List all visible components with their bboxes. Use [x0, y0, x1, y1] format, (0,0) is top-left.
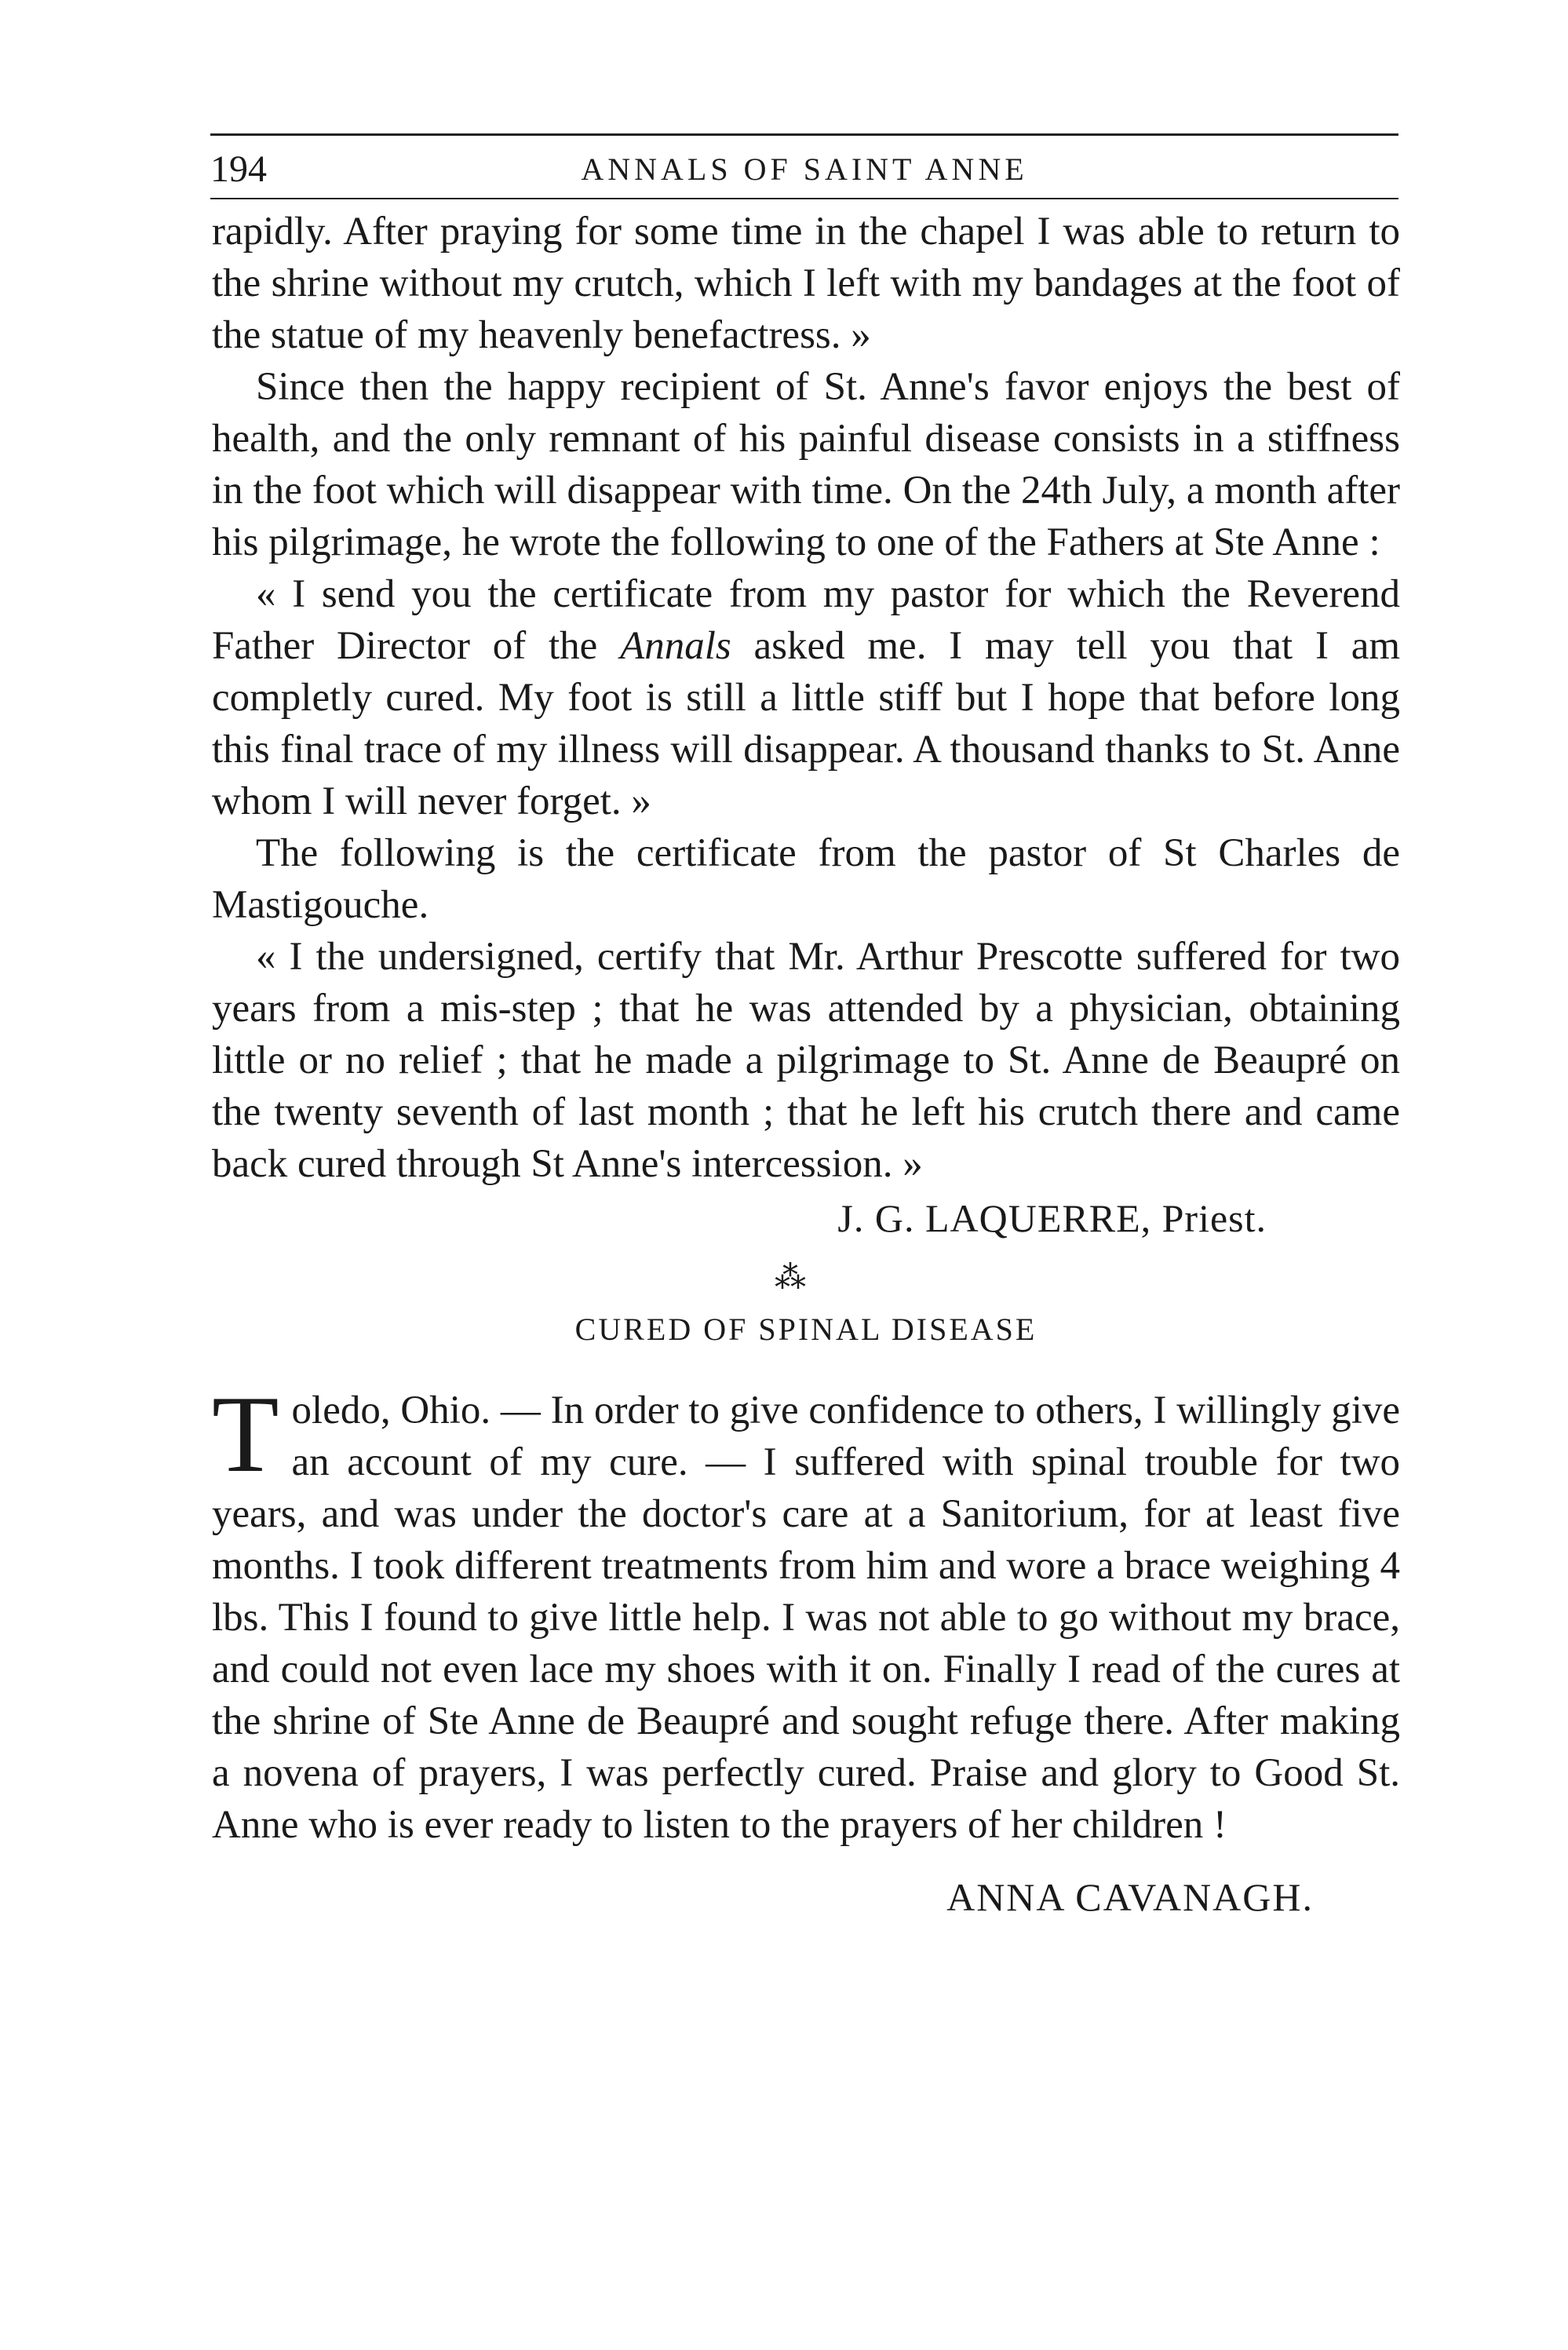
section-ornament: ⁂	[775, 1260, 806, 1295]
paragraph-certificate-intro: The following is the certificate from the pastor of St Charles de Mastigouche.	[212, 831, 1400, 927]
page-body	[212, 206, 1400, 1923]
section-title: CURED OF SPINAL DISEASE	[574, 1312, 1037, 1347]
paragraph-letter	[212, 568, 1400, 827]
header-bottom-rule	[210, 198, 1398, 199]
section-paragraph-text: oledo, Ohio. — In order to give confidence to others, I willingly give an account of my cure. — I suffered with spinal trouble for two years, and was under the doctor's care at a Sanitorium, for at least five months. I took different treatments from him and wore a brace weighing 4 lbs. This I found to give little help. I was not able to go without my brace, and could not even lace my shoes with it on. Finally I read of the cures at the shrine of Ste Anne de Beaupré and sought refuge there. After making a novena of prayers, I was perfectly cured. Praise and glory to Good St. Anne who is ever ready to listen to the prayers of her children !	[212, 1388, 1400, 1847]
page-number: 194	[210, 148, 267, 190]
paragraph-continued: rapidly. After praying for some time in the chapel I was able to return to the shrine without my crutch, which I left with my bandages at the foot of the statue of my heavenly benefactress. »	[212, 210, 1400, 357]
annals-italic: Annals	[620, 624, 731, 668]
paragraph-certificate: « I the undersigned, certify that Mr. Arthur Prescotte suffered for two years from a mis-step ; that he was attended by a physician, obtaining little or no relief ; that he made a pilgrimage to St. Anne de Beaupré on the twenty seventh of last month ; that he left his crutch there and came back cured through St Anne's intercession. »	[212, 935, 1400, 1186]
author-signature: ANNA CAVANAGH.	[946, 1875, 1314, 1919]
priest-signature: J. G. LAQUERRE, Priest.	[837, 1196, 1267, 1240]
paragraph-recovery: Since then the happy recipient of St. Anne's favor enjoys the best of health, and the only remnant of his painful disease consists in a stiffness in the foot which will disappear with time. On the 24th July, a month after his pilgrimage, he wrote the following to one of the Fathers at Ste Anne :	[212, 365, 1400, 564]
section-paragraph	[212, 1374, 1400, 1851]
drop-cap: T	[212, 1374, 279, 1495]
page-header	[210, 146, 1398, 193]
letter-text-part-1: « I send you the certificate from my pastor for which the Reverend Father Director of the	[212, 572, 1400, 668]
header-top-rule	[210, 133, 1398, 136]
running-head: ANNALS OF SAINT ANNE	[581, 151, 1028, 187]
letter-text-part-2: asked me. I may tell you that I am completly cured. My foot is still a little stiff but I hope that before long this final trace of my illness will disappear. A thousand thanks to St. Anne whom I will never forget. »	[212, 624, 1400, 823]
